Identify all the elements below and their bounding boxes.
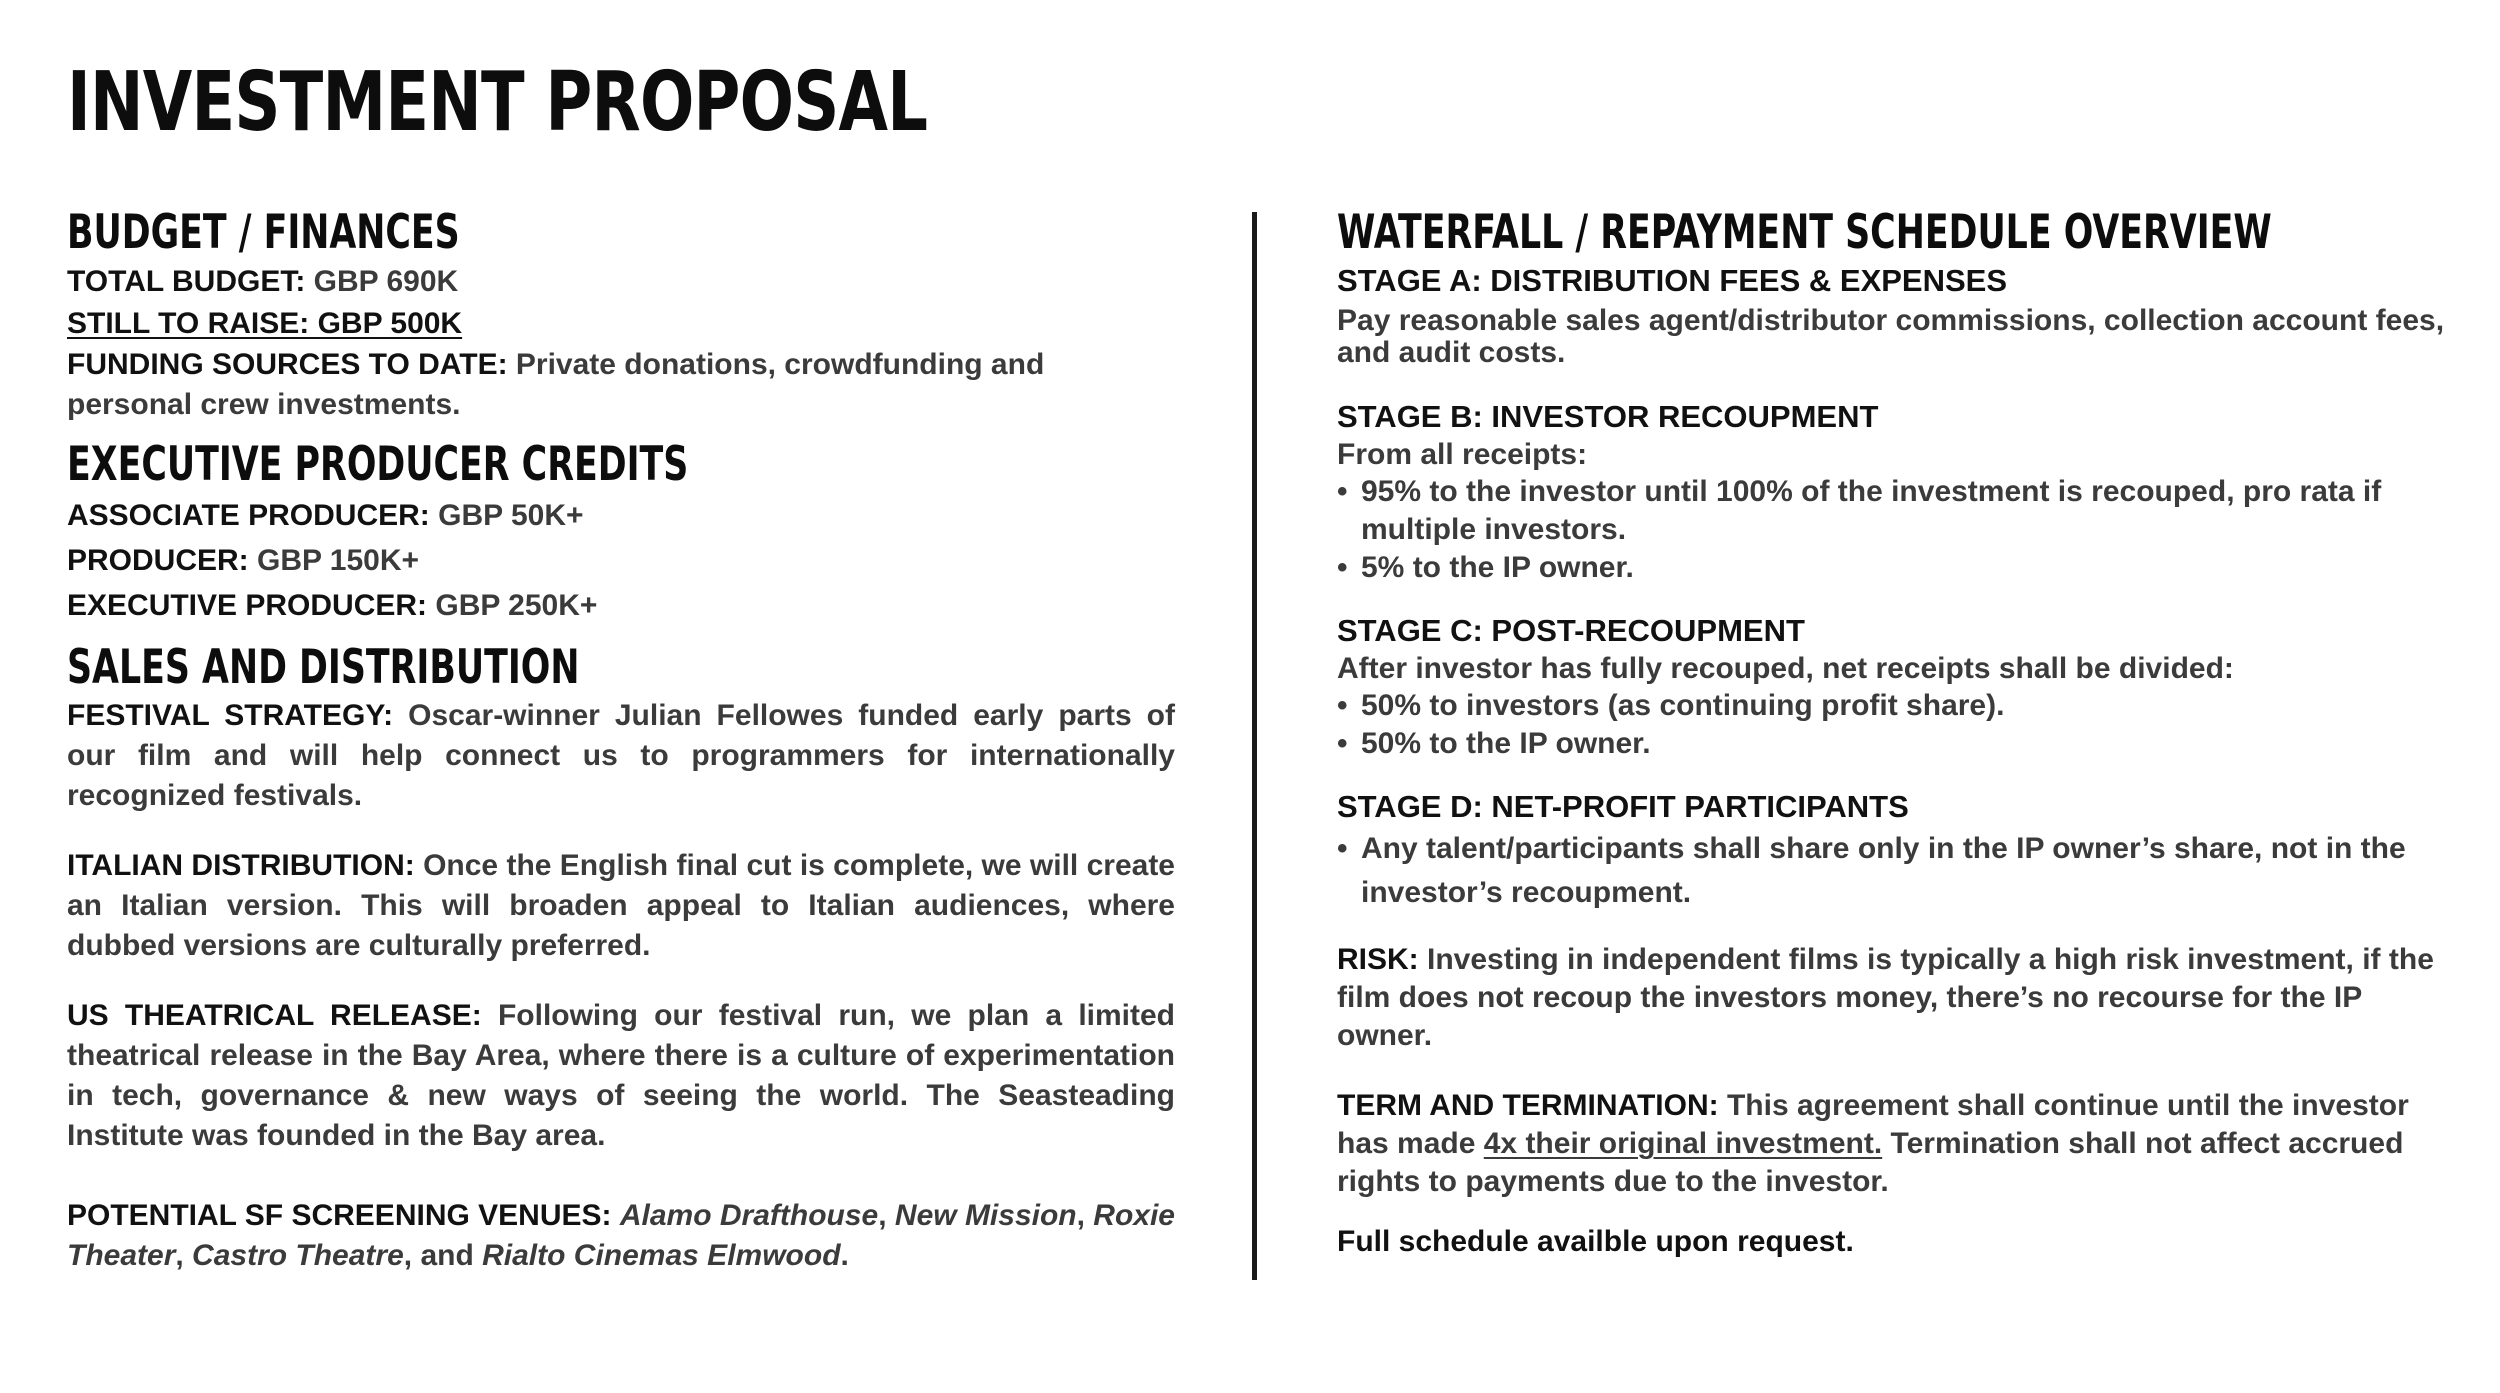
stage-b-bullets bbox=[1337, 473, 2457, 587]
credit-associate-producer: ASSOCIATE PRODUCER: GBP 50K+ bbox=[67, 499, 584, 532]
list-item: • 50% to the IP owner. bbox=[1337, 725, 2457, 763]
sales-heading: SALES AND DISTRIBUTION bbox=[67, 640, 580, 695]
total-budget: TOTAL BUDGET: GBP 690K bbox=[67, 265, 459, 298]
festival-strategy: FESTIVAL STRATEGY: Oscar-winner Julian Fellowes funded early parts of our film and will help connect us to programmers for internationally recognized festivals. bbox=[67, 699, 1175, 812]
venue-new-mission: New Mission bbox=[894, 1199, 1077, 1232]
funding-sources: FUNDING SOURCES TO DATE: Private donations, crowdfunding and personal crew investments. bbox=[67, 348, 1045, 421]
left-column bbox=[67, 205, 1175, 1276]
budget-heading: BUDGET / FINANCES bbox=[67, 205, 460, 260]
ep-credits-heading: EXECUTIVE PRODUCER CREDITS bbox=[67, 437, 689, 492]
list-item: • 5% to the IP owner. bbox=[1337, 549, 2457, 587]
credit-producer: PRODUCER: GBP 150K+ bbox=[67, 544, 420, 577]
term-paragraph: TERM AND TERMINATION: This agreement shall continue until the investor has made 4x their original investment. Termination shall not affect accrued rights to payments due to the investor. bbox=[1337, 1089, 2409, 1198]
credit-executive-producer: EXECUTIVE PRODUCER: GBP 250K+ bbox=[67, 589, 598, 622]
page-title: INVESTMENT PROPOSAL bbox=[67, 55, 928, 150]
venue-roxie: Roxie Theater bbox=[67, 1199, 1175, 1272]
list-item: • 95% to the investor until 100% of the investment is recouped, pro rata if multiple investors. bbox=[1337, 473, 2457, 549]
stage-a-text: Pay reasonable sales agent/distributor commissions, collection account fees, and audit costs. bbox=[1337, 304, 2445, 369]
stage-d-bullets bbox=[1337, 827, 2457, 915]
italian-distribution: ITALIAN DISTRIBUTION: Once the English final cut is complete, we will create an Italian version. This will broaden appeal to Italian audiences, where dubbed versions are culturally preferred. bbox=[67, 849, 1175, 962]
stage-c-bullets bbox=[1337, 687, 2457, 763]
venue-castro: Castro Theatre bbox=[192, 1239, 404, 1272]
us-theatrical-release: US THEATRICAL RELEASE: Following our festival run, we plan a limited theatrical release in the Bay Area, where there is a culture of experimentation in tech, governance & new ways of seeing the world. The Seasteading Institute was founded in the Bay area. bbox=[67, 999, 1176, 1152]
waterfall-heading: WATERFALL / REPAYMENT SCHEDULE OVERVIEW bbox=[1337, 205, 2272, 260]
right-column bbox=[1337, 205, 2457, 1263]
stage-b-intro: From all receipts: bbox=[1337, 438, 1588, 471]
term-underlined: 4x their original investment. bbox=[1483, 1127, 1883, 1160]
risk-paragraph: RISK: Investing in independent films is typically a high risk investment, if the film does not recoup the investors money, there’s no recourse for the IP owner. bbox=[1337, 943, 2434, 1052]
stage-c-intro: After investor has fully recouped, net receipts shall be divided: bbox=[1337, 652, 2234, 685]
stage-a-title: STAGE A: DISTRIBUTION FEES & EXPENSES bbox=[1337, 263, 2008, 298]
stage-c-title: STAGE C: POST-RECOUPMENT bbox=[1337, 613, 1805, 648]
list-item: • 50% to investors (as continuing profit share). bbox=[1337, 687, 2457, 725]
venue-alamo: Alamo Drafthouse bbox=[619, 1199, 879, 1232]
still-to-raise: STILL TO RAISE: GBP 500K bbox=[67, 307, 463, 340]
footer-note: Full schedule availble upon request. bbox=[1337, 1225, 1854, 1258]
venue-rialto: Rialto Cinemas Elmwood bbox=[482, 1239, 841, 1272]
stage-b-title: STAGE B: INVESTOR RECOUPMENT bbox=[1337, 399, 1879, 434]
list-item: • Any talent/participants shall share only in the IP owner’s share, not in the investor’s recoupment. bbox=[1337, 827, 2457, 915]
stage-d-title: STAGE D: NET-PROFIT PARTICIPANTS bbox=[1337, 789, 1909, 824]
screening-venues: POTENTIAL SF SCREENING VENUES: Alamo Drafthouse, New Mission, Roxie Theater, Castro Theatre, and Rialto Cinemas Elmwood. bbox=[67, 1199, 1175, 1272]
column-divider bbox=[1252, 212, 1257, 1280]
